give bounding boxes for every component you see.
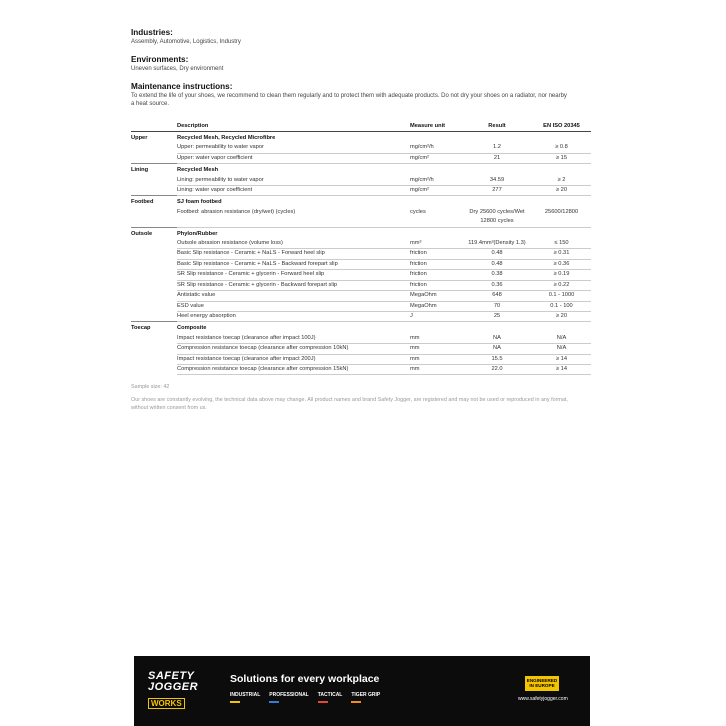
- badge-line1: ENGINEERED: [526, 677, 558, 683]
- table-row: [131, 311, 591, 321]
- empty-cell: [410, 322, 462, 334]
- document-body: [131, 28, 580, 412]
- empty-cell: [131, 354, 177, 364]
- row-unit: MegaOhm: [410, 291, 462, 301]
- row-en-iso: 0.1 - 1000: [532, 291, 591, 301]
- header-part: [131, 119, 177, 132]
- website-link[interactable]: www.safetyjogger.com: [518, 696, 568, 702]
- part-name: Toecap: [131, 322, 177, 334]
- row-description: Lining: permeability to water vapor: [177, 176, 410, 186]
- row-unit: mg/cm²: [410, 186, 462, 196]
- empty-cell: [532, 132, 591, 144]
- row-description: Compression resistance toecap (clearance after compression 15kN): [177, 364, 410, 374]
- row-result: Dry 25600 cycles/Wet 12800 cycles: [462, 208, 532, 227]
- maintenance-title: Maintenance instructions:: [131, 82, 233, 91]
- row-en-iso: ≥ 0.31: [532, 249, 591, 259]
- empty-cell: [462, 132, 532, 144]
- empty-cell: [532, 227, 591, 239]
- empty-cell: [532, 164, 591, 176]
- table-row: [131, 249, 591, 259]
- row-en-iso: ≥ 14: [532, 354, 591, 364]
- disclaimer: Our shoes are constantly evolving, the technical data above may change. All product names and brand Safety Jogger, are registered and may not be used or reproduced in any format, without written consent from us.: [131, 397, 568, 411]
- table-group-row: [131, 322, 591, 334]
- logo-line2: JOGGER: [148, 681, 199, 693]
- row-description: Upper: water vapor coefficient: [177, 153, 410, 163]
- empty-cell: [131, 301, 177, 311]
- category-label: INDUSTRIAL: [230, 692, 261, 698]
- part-name: Outsole: [131, 227, 177, 239]
- badge-line2: IN EUROPE: [529, 683, 555, 689]
- row-result: 22.0: [462, 364, 532, 374]
- spec-table: [131, 119, 591, 375]
- category-color-bar: [269, 701, 279, 703]
- empty-cell: [410, 196, 462, 208]
- table-row: [131, 280, 591, 290]
- empty-cell: [131, 334, 177, 344]
- table-row: [131, 239, 591, 249]
- category-label: TIGER GRIP: [351, 692, 381, 698]
- row-unit: mg/cm²/h: [410, 176, 462, 186]
- row-unit: mm: [410, 364, 462, 374]
- row-description: Impact resistance toecap (clearance after impact 200J): [177, 354, 410, 364]
- row-en-iso: ≥ 20: [532, 186, 591, 196]
- empty-cell: [410, 227, 462, 239]
- table-row: [131, 186, 591, 196]
- row-description: Lining: water vapor coefficient: [177, 186, 410, 196]
- row-description: Basic Slip resistance - Ceramic + NaLS - Backward forepart slip: [177, 259, 410, 269]
- footer-banner: [134, 656, 590, 726]
- empty-cell: [532, 196, 591, 208]
- header-description: Description: [177, 119, 410, 132]
- row-unit: friction: [410, 280, 462, 290]
- category-item: [269, 692, 308, 703]
- table-row: [131, 270, 591, 280]
- category-color-bar: [318, 701, 328, 703]
- row-description: SR Slip resistance - Ceramic + glycerin - Forward heel slip: [177, 270, 410, 280]
- row-en-iso: ≥ 2: [532, 176, 591, 186]
- table-row: [131, 143, 591, 153]
- row-unit: friction: [410, 249, 462, 259]
- logo-line1: SAFETY: [148, 670, 195, 682]
- header-en-iso: EN ISO 20345: [532, 119, 591, 132]
- row-unit: mm: [410, 334, 462, 344]
- table-group-row: [131, 132, 591, 144]
- table-row: [131, 364, 591, 374]
- empty-cell: [131, 176, 177, 186]
- row-description: Basic Slip resistance - Ceramic + NaLS - Forward heel slip: [177, 249, 410, 259]
- table-row: [131, 259, 591, 269]
- category-item: [351, 692, 380, 703]
- row-en-iso: ≥ 0.36: [532, 259, 591, 269]
- material-name: SJ foam footbed: [177, 196, 410, 208]
- row-en-iso: N/A: [532, 334, 591, 344]
- row-unit: mm: [410, 354, 462, 364]
- row-unit: cycles: [410, 208, 462, 227]
- material-name: Recycled Mesh, Recycled Microfibre: [177, 132, 410, 144]
- empty-cell: [532, 322, 591, 334]
- row-en-iso: 25600/12800: [532, 208, 591, 227]
- row-description: Outsole abrasion resistance (volume loss): [177, 239, 410, 249]
- row-description: Footbed: abrasion resistance (dry/wet) (cycles): [177, 208, 410, 227]
- category-list: [230, 692, 380, 703]
- empty-cell: [131, 153, 177, 163]
- part-name: Footbed: [131, 196, 177, 208]
- logo-line3: WORKS: [148, 698, 185, 709]
- row-description: Impact resistance toecap (clearance after impact 100J): [177, 334, 410, 344]
- empty-cell: [131, 291, 177, 301]
- row-result: 15.5: [462, 354, 532, 364]
- material-name: Recycled Mesh: [177, 164, 410, 176]
- row-description: Heel energy absorption: [177, 311, 410, 321]
- row-en-iso: ≥ 0.22: [532, 280, 591, 290]
- empty-cell: [410, 132, 462, 144]
- row-result: 0.48: [462, 259, 532, 269]
- row-result: NA: [462, 344, 532, 354]
- row-en-iso: ≥ 20: [532, 311, 591, 321]
- category-color-bar: [230, 701, 240, 703]
- row-unit: friction: [410, 270, 462, 280]
- row-result: 0.36: [462, 280, 532, 290]
- maintenance-text: To extend the life of your shoes, we recommend to clean them regularly and to protect them with adequate products. Do not dry your shoes on a radiator, nor nearby a heat source.: [131, 93, 567, 107]
- empty-cell: [131, 270, 177, 280]
- row-unit: mm³: [410, 239, 462, 249]
- row-unit: MegaOhm: [410, 301, 462, 311]
- row-result: 0.48: [462, 249, 532, 259]
- table-row: [131, 176, 591, 186]
- row-en-iso: ≥ 15: [532, 153, 591, 163]
- empty-cell: [131, 208, 177, 227]
- row-result: 1.2: [462, 143, 532, 153]
- empty-cell: [131, 344, 177, 354]
- empty-cell: [131, 143, 177, 153]
- row-description: ESD value: [177, 301, 410, 311]
- empty-cell: [410, 164, 462, 176]
- spec-table-body: [131, 132, 591, 375]
- sample-size: Sample size: 42: [131, 384, 170, 391]
- empty-cell: [462, 196, 532, 208]
- empty-cell: [462, 227, 532, 239]
- environments-text: Uneven surfaces, Dry environment: [131, 66, 224, 72]
- table-group-row: [131, 227, 591, 239]
- header-result: Result: [462, 119, 532, 132]
- empty-cell: [131, 311, 177, 321]
- row-en-iso: ≥ 0.8: [532, 143, 591, 153]
- row-description: SR Slip resistance - Ceramic + glycerin - Backward forepart slip: [177, 280, 410, 290]
- empty-cell: [131, 280, 177, 290]
- row-en-iso: ≥ 0.19: [532, 270, 591, 280]
- empty-cell: [462, 164, 532, 176]
- environments-title: Environments:: [131, 55, 189, 64]
- part-name: Upper: [131, 132, 177, 144]
- row-unit: mm: [410, 344, 462, 354]
- category-item: [230, 692, 260, 703]
- row-unit: friction: [410, 259, 462, 269]
- category-label: TACTICAL: [317, 692, 343, 698]
- industries-title: Industries:: [131, 28, 173, 37]
- row-result: 277: [462, 186, 532, 196]
- row-result: 119.4mm³(Density 1.3): [462, 239, 532, 249]
- row-result: 648: [462, 291, 532, 301]
- empty-cell: [131, 239, 177, 249]
- row-description: Compression resistance toecap (clearance after compression 10kN): [177, 344, 410, 354]
- table-group-row: [131, 164, 591, 176]
- row-en-iso: 0.1 - 100: [532, 301, 591, 311]
- empty-cell: [131, 249, 177, 259]
- row-result: 70: [462, 301, 532, 311]
- table-row: [131, 291, 591, 301]
- safety-jogger-logo: [148, 671, 200, 719]
- row-result: 21: [462, 153, 532, 163]
- part-name: Lining: [131, 164, 177, 176]
- footer-tagline: Solutions for every workplace: [230, 673, 380, 685]
- row-unit: mg/cm²/h: [410, 143, 462, 153]
- row-description: Upper: permeability to water vapor: [177, 143, 410, 153]
- table-header-row: [131, 119, 591, 132]
- table-row: [131, 334, 591, 344]
- material-name: Phylon/Rubber: [177, 227, 410, 239]
- category-label: PROFESSIONAL: [269, 692, 309, 698]
- table-row: [131, 354, 591, 364]
- row-en-iso: ≥ 14: [532, 364, 591, 374]
- category-item: [318, 692, 343, 703]
- empty-cell: [131, 186, 177, 196]
- industries-text: Assembly, Automotive, Logistics, Industry: [131, 39, 241, 45]
- row-result: 0.38: [462, 270, 532, 280]
- row-en-iso: ≤ 150: [532, 239, 591, 249]
- table-row: [131, 153, 591, 163]
- engineered-in-europe-badge: [525, 676, 559, 691]
- row-en-iso: N/A: [532, 344, 591, 354]
- empty-cell: [462, 322, 532, 334]
- header-unit: Measure unit: [410, 119, 462, 132]
- table-group-row: [131, 196, 591, 208]
- material-name: Composite: [177, 322, 410, 334]
- table-row: [131, 344, 591, 354]
- category-color-bar: [351, 701, 361, 703]
- row-unit: mg/cm²: [410, 153, 462, 163]
- row-result: 34.59: [462, 176, 532, 186]
- row-result: NA: [462, 334, 532, 344]
- empty-cell: [131, 364, 177, 374]
- empty-cell: [131, 259, 177, 269]
- table-row: [131, 208, 591, 227]
- row-unit: J: [410, 311, 462, 321]
- row-result: 25: [462, 311, 532, 321]
- table-row: [131, 301, 591, 311]
- row-description: Antistatic value: [177, 291, 410, 301]
